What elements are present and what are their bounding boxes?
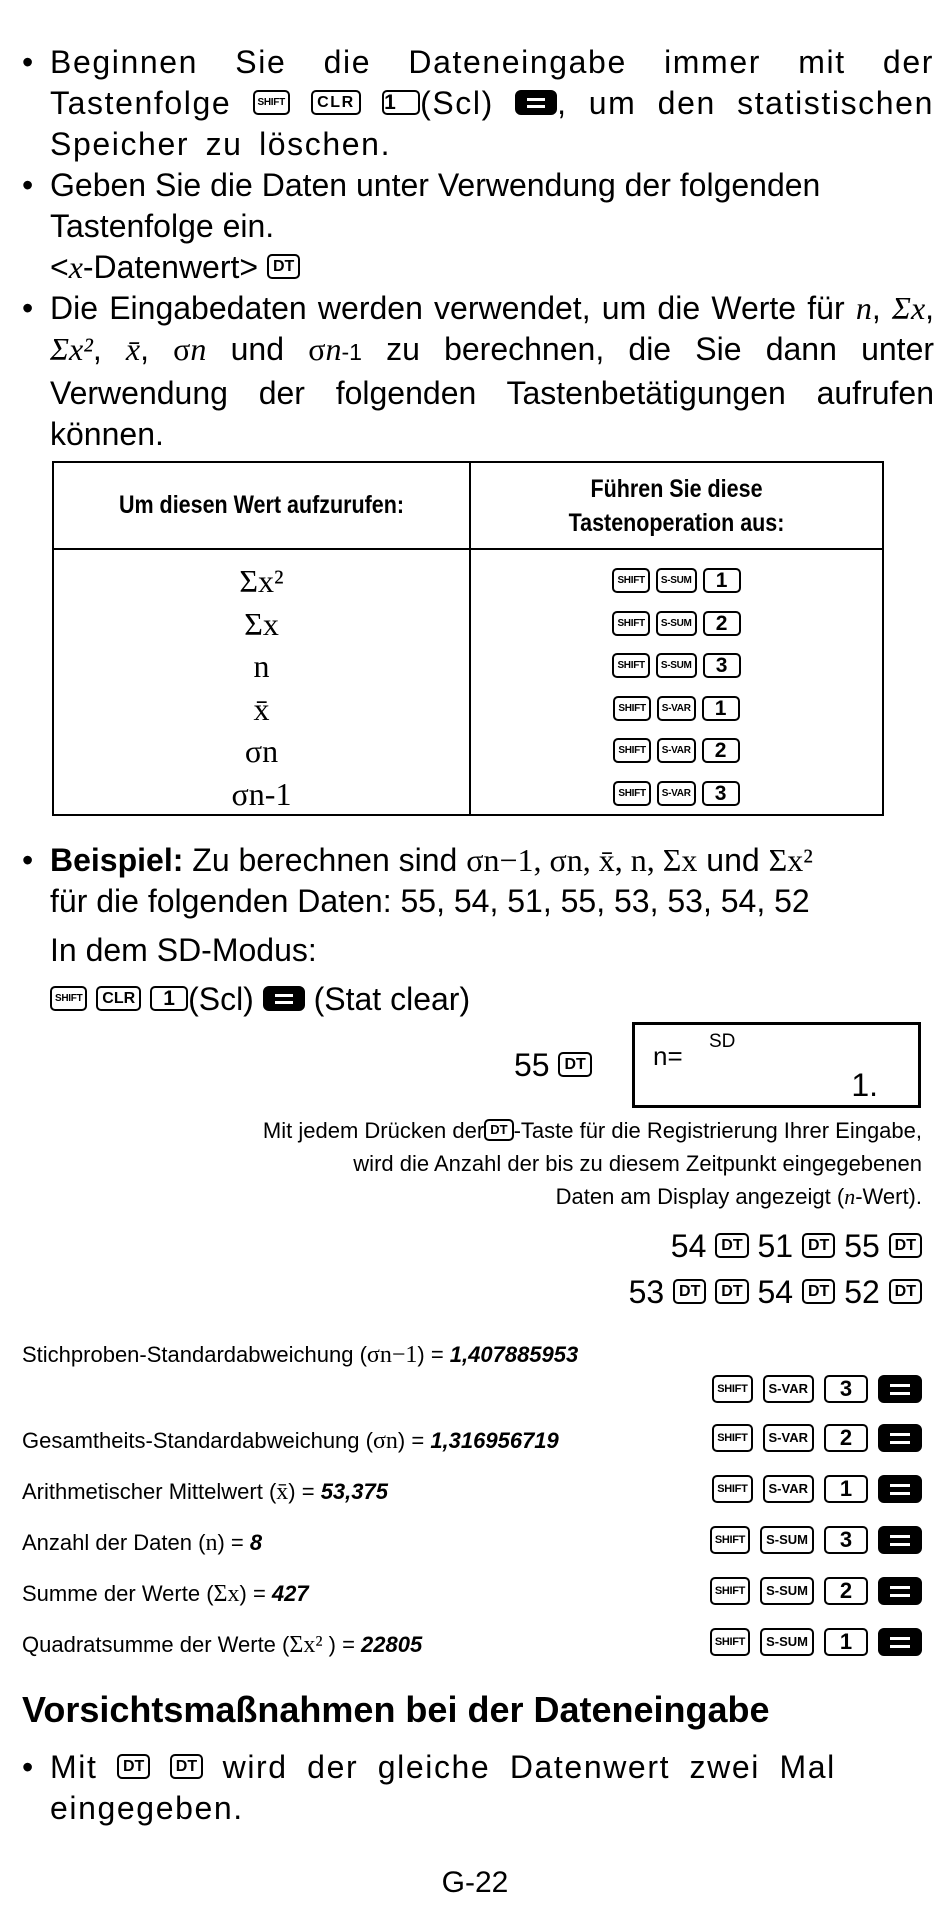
dt-key: DT <box>673 1279 706 1304</box>
result-value: 1,407885953 <box>449 1342 579 1367</box>
result-text: ) = <box>217 1530 250 1555</box>
result-text: ) = <box>322 1632 362 1657</box>
entry-value: 52 <box>844 1274 880 1310</box>
calculator-display <box>632 1022 921 1108</box>
table-value: Σx² <box>239 563 284 599</box>
stat-key: S-VAR <box>763 1424 814 1452</box>
result-symbol: x̄ <box>276 1479 289 1505</box>
bullet-dot: • <box>22 290 34 326</box>
sigma-n-symbol: n <box>190 331 207 367</box>
shift-key: SHIFT <box>710 1628 750 1656</box>
stat-key: S-VAR <box>657 696 696 721</box>
und-text: und <box>697 842 769 878</box>
stat-key: S-SUM <box>656 653 697 678</box>
example-data: für die folgenden Daten: 55, 54, 51, 55, 53, 53, 54, 52 <box>50 883 810 919</box>
number-key: 2 <box>703 611 741 636</box>
table-value: σn <box>244 733 279 769</box>
result-keys <box>702 1375 922 1403</box>
shift-key: SHIFT <box>613 696 650 721</box>
number-key: 1 <box>824 1475 868 1503</box>
bullet-dot: • <box>22 167 34 203</box>
bullet-dot: • <box>22 1749 35 1785</box>
result-symbol: Σx <box>213 1581 240 1607</box>
bullet-text: Geben Sie die Daten unter Verwendung der folgenden Tastenfolge ein. <box>50 167 821 244</box>
display-value: 1. <box>851 1067 878 1103</box>
result-keys <box>700 1577 922 1605</box>
result-label <box>22 1426 559 1456</box>
section-heading: Vorsichtsmaßnahmen bei der Dateneingabe <box>22 1689 770 1730</box>
number-key: 1 <box>702 696 740 721</box>
stat-key: S-SUM <box>760 1526 814 1554</box>
stat-key: S-VAR <box>763 1375 814 1403</box>
sum-x2-symbol: Σx² <box>768 842 813 878</box>
result-symbol: Σx² <box>289 1632 323 1658</box>
note-text: -Wert). <box>855 1184 922 1209</box>
number-key: 3 <box>824 1375 868 1403</box>
result-text: Summe der Werte ( <box>22 1581 214 1606</box>
entry-value: 53 <box>628 1274 665 1310</box>
bullet-clear-memory <box>22 42 934 165</box>
result-value: 8 <box>249 1530 263 1555</box>
table-keys <box>471 730 882 772</box>
value-symbols: , σn, x̄, n, Σx <box>533 842 698 878</box>
separator: , <box>925 290 935 326</box>
dt-key: DT <box>715 1233 748 1258</box>
dt-key: DT <box>558 1052 591 1077</box>
sigma-symbol: σ <box>173 331 191 367</box>
bullet-text: -Datenwert> <box>82 249 259 285</box>
equals-key-icon <box>515 90 557 115</box>
result-text: Arithmetischer Mittelwert ( <box>22 1479 277 1504</box>
table-header-keys <box>500 463 853 548</box>
equals-key-icon <box>878 1526 922 1554</box>
one-key: 1 <box>382 90 420 115</box>
result-text: ) = <box>288 1479 321 1504</box>
equals-key-icon <box>878 1424 922 1452</box>
result-text: Quadratsumme der Werte ( <box>22 1632 290 1657</box>
x-variable: x <box>68 249 83 285</box>
stat-clear-line <box>50 979 470 1020</box>
entry-value: 55 <box>514 1047 550 1083</box>
number-key: 3 <box>703 653 741 678</box>
stat-key: S-VAR <box>763 1475 814 1503</box>
equals-key-icon <box>878 1375 922 1403</box>
shift-key: SHIFT <box>613 738 650 763</box>
table-row <box>54 645 882 687</box>
table-header-line: Tastenoperation aus: <box>568 508 785 537</box>
entry-sequence-1 <box>671 1226 922 1267</box>
bullet-dot: • <box>22 44 35 80</box>
stat-key: S-SUM <box>656 611 697 636</box>
bullet-text: wird der gleiche Datenwert zwei Mal eingegeben. <box>50 1749 836 1826</box>
example-label: Beispiel: <box>50 842 184 878</box>
shift-key: SHIFT <box>612 568 649 593</box>
result-value: 427 <box>271 1581 309 1606</box>
table-value: n <box>253 648 270 684</box>
separator: , <box>92 331 126 367</box>
bullet-values <box>22 288 934 455</box>
shift-key: SHIFT <box>612 611 649 636</box>
bullet-text: Mit <box>50 1749 98 1785</box>
table-header-value: Um diesen Wert aufzurufen: <box>118 491 405 519</box>
mean-symbol: x̄ <box>125 331 141 367</box>
equals-key-icon <box>878 1577 922 1605</box>
sum-x2-symbol: Σx² <box>50 331 93 367</box>
equals-key-icon <box>263 986 305 1011</box>
dt-key: DT <box>117 1754 150 1779</box>
dt-key: DT <box>889 1279 922 1304</box>
number-key: 2 <box>824 1577 868 1605</box>
result-keys <box>700 1628 922 1656</box>
result-text: ) = <box>417 1342 450 1367</box>
separator: , <box>871 290 892 326</box>
page-number: G-22 <box>441 1866 509 1899</box>
number-key: 3 <box>702 781 740 806</box>
one-key: 1 <box>150 986 188 1011</box>
clr-key: CLR <box>96 986 141 1011</box>
table-keys <box>471 688 882 730</box>
table-divider <box>54 548 882 550</box>
stat-key: S-VAR <box>657 738 696 763</box>
sigma-symbol: σ <box>308 331 326 367</box>
number-key: 1 <box>703 568 741 593</box>
dt-key: DT <box>715 1279 748 1304</box>
result-label <box>22 1630 422 1660</box>
shift-key: SHIFT <box>712 1375 752 1403</box>
note-text: wird die Anzahl der bis zu diesem Zeitpunkt eingegebenen <box>353 1151 922 1176</box>
table-row <box>54 560 882 602</box>
number-key: 2 <box>824 1424 868 1452</box>
result-keys <box>702 1424 922 1452</box>
bullet-dot: • <box>22 842 34 878</box>
stat-key: S-VAR <box>657 781 696 806</box>
subscript: -1 <box>341 339 362 365</box>
shift-key: SHIFT <box>612 653 649 678</box>
bullet-enter-data <box>22 165 934 288</box>
table-row <box>54 603 882 645</box>
table-keys <box>471 645 882 687</box>
bullet-text: Beginnen Sie die Dateneingabe immer mit der <box>50 44 934 80</box>
result-label <box>22 1528 262 1558</box>
equals-key-icon <box>878 1475 922 1503</box>
shift-key: SHIFT <box>50 986 87 1011</box>
entry-value: 54 <box>670 1228 707 1264</box>
table-keys <box>471 773 882 815</box>
first-entry <box>514 1045 592 1086</box>
table-row <box>54 730 882 772</box>
entry-value: 55 <box>844 1228 880 1264</box>
result-symbol: σn−1 <box>366 1342 418 1368</box>
shift-key: SHIFT <box>712 1475 752 1503</box>
result-value: 22805 <box>361 1632 423 1657</box>
note-text: -Taste für die Registrierung Ihrer Eingabe, <box>513 1118 922 1143</box>
result-text: ) = <box>239 1581 272 1606</box>
result-label <box>22 1579 309 1609</box>
result-text: Gesamtheits-Standardabweichung ( <box>22 1428 373 1453</box>
example-text: Zu berechnen sind <box>183 842 467 878</box>
dt-note <box>42 1114 922 1213</box>
table-keys <box>471 560 882 602</box>
table-keys <box>471 603 882 645</box>
entry-sequence-2 <box>629 1272 922 1313</box>
n-symbol: n <box>844 1184 856 1209</box>
stat-clear-label: (Stat clear) <box>313 981 471 1017</box>
result-text: Stichproben-Standardabweichung ( <box>22 1342 367 1367</box>
entry-value: 51 <box>757 1228 794 1264</box>
n-symbol: n <box>855 290 872 326</box>
result-symbol: σn <box>372 1428 398 1454</box>
display-label: n= <box>653 1041 683 1071</box>
number-key: 2 <box>702 738 740 763</box>
result-value: 1,316956719 <box>430 1428 559 1453</box>
result-label <box>22 1477 388 1507</box>
dt-key: DT <box>170 1754 203 1779</box>
shift-key: SHIFT <box>253 90 290 115</box>
result-label <box>22 1340 578 1370</box>
sum-x-symbol: Σx <box>891 290 926 326</box>
result-symbol: n <box>205 1530 218 1556</box>
clr-key: CLR <box>311 90 361 115</box>
table-header-line: Führen Sie diese <box>590 474 763 503</box>
lt-sign: < <box>50 249 69 285</box>
equals-key-icon <box>878 1628 922 1656</box>
sigma-n1-symbol: σn−1 <box>466 842 534 878</box>
bullet-text: Speicher zu löschen. <box>50 126 392 162</box>
dt-key: DT <box>484 1119 513 1141</box>
example-bullet <box>22 840 934 922</box>
result-text: ) = <box>397 1428 431 1453</box>
und-text: und <box>206 331 309 367</box>
result-keys <box>702 1475 922 1503</box>
dt-key: DT <box>802 1279 835 1304</box>
number-key: 3 <box>824 1526 868 1554</box>
stat-key: S-SUM <box>760 1577 814 1605</box>
separator: , <box>140 331 174 367</box>
table-value: x̄ <box>253 690 270 727</box>
bullet-text: , um den statistischen <box>557 85 934 121</box>
stat-key: S-SUM <box>656 568 697 593</box>
precaution-bullet <box>22 1747 934 1829</box>
table-row <box>54 773 882 815</box>
scl-label: (Scl) <box>188 981 254 1017</box>
bullet-text: zu berechnen, die Sie dann unter Verwendung der folgenden Tastenbetätigungen aufrufen können. <box>50 331 935 452</box>
result-value: 53,375 <box>320 1479 388 1504</box>
table-value: σn-1 <box>231 775 292 812</box>
stat-key: S-SUM <box>760 1628 814 1656</box>
sigma-n1-symbol: n <box>325 331 342 367</box>
note-text: Daten am Display angezeigt ( <box>555 1184 845 1209</box>
display-mode-indicator: SD <box>709 1031 736 1052</box>
shift-key: SHIFT <box>712 1424 752 1452</box>
scl-label: (Scl) <box>420 85 494 121</box>
shift-key: SHIFT <box>710 1526 750 1554</box>
dt-key: DT <box>889 1233 922 1258</box>
shift-key: SHIFT <box>710 1577 750 1605</box>
result-text: Anzahl der Daten ( <box>22 1530 206 1555</box>
bullet-text: Tastenfolge <box>50 85 232 121</box>
dt-key: DT <box>267 254 300 279</box>
shift-key: SHIFT <box>613 781 650 806</box>
note-text: Mit jedem Drücken der <box>262 1118 485 1143</box>
result-keys <box>700 1526 922 1554</box>
entry-value: 54 <box>757 1274 794 1310</box>
number-key: 1 <box>824 1628 868 1656</box>
dt-key: DT <box>802 1233 835 1258</box>
mode-line: In dem SD-Modus: <box>50 932 317 968</box>
bullet-text: Die Eingabedaten werden verwendet, um die Werte für <box>50 290 845 326</box>
table-row <box>54 688 882 730</box>
key-table <box>52 461 884 816</box>
table-value: Σx <box>244 605 279 642</box>
